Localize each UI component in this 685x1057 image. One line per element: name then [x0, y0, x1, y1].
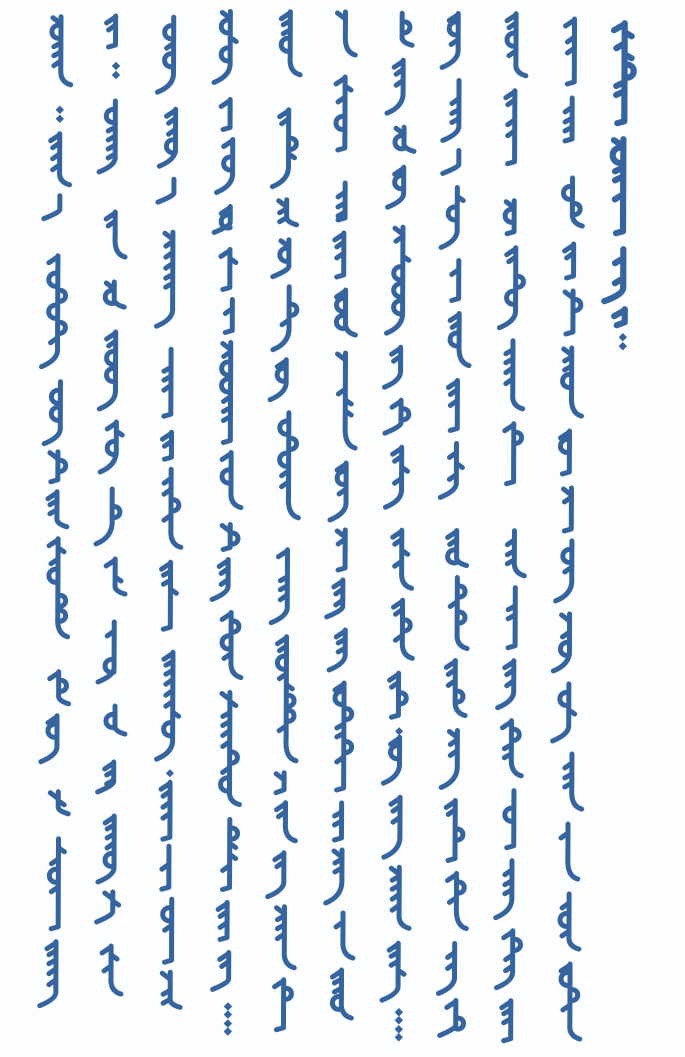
script-word — [604, 249, 623, 301]
script-word — [100, 422, 122, 472]
script-word — [44, 382, 60, 444]
script-word — [447, 873, 466, 928]
script-word — [273, 240, 289, 277]
punct-double-full-stop — [224, 1002, 233, 1035]
script-word — [329, 630, 345, 670]
script-word — [387, 60, 403, 113]
script-word — [561, 964, 580, 1039]
script-word — [225, 299, 232, 332]
script-word — [279, 200, 297, 225]
script-word — [385, 447, 407, 507]
punct-full-stop — [56, 106, 64, 123]
script-word — [218, 902, 227, 939]
script-word — [336, 77, 351, 150]
script-word — [614, 309, 625, 325]
punct-full-stop — [112, 62, 120, 79]
script-word — [383, 737, 399, 783]
script-word — [106, 16, 115, 47]
script-word — [332, 970, 351, 1018]
script-word — [105, 282, 124, 307]
script-word — [499, 248, 523, 328]
script-word — [212, 559, 228, 599]
script-word — [41, 716, 57, 762]
script-word — [217, 139, 233, 192]
script-word — [391, 867, 409, 928]
script-word — [441, 730, 457, 787]
script-word — [222, 524, 238, 549]
script-word — [41, 256, 65, 367]
script-word — [48, 492, 67, 527]
script-word — [162, 432, 171, 459]
script-word — [50, 672, 69, 704]
script-word — [395, 127, 414, 151]
script-word — [270, 360, 286, 400]
script-word — [161, 562, 176, 629]
script-word — [502, 721, 521, 776]
script-word — [565, 19, 574, 84]
script-word — [106, 706, 125, 734]
script-word — [277, 637, 297, 761]
script-word — [438, 943, 454, 993]
script-word — [402, 13, 412, 45]
script-word — [446, 800, 463, 860]
script-word — [393, 600, 412, 658]
script-word — [157, 652, 179, 759]
script-word — [442, 13, 458, 67]
script-word — [452, 260, 459, 300]
script-word — [565, 244, 574, 278]
script-word — [106, 212, 125, 257]
script-word — [164, 349, 171, 416]
script-word — [562, 348, 581, 416]
script-word — [337, 353, 355, 448]
script-word — [450, 313, 469, 365]
script-word — [335, 233, 344, 277]
script-word — [505, 424, 522, 484]
script-word — [612, 139, 623, 233]
script-word — [162, 846, 169, 889]
script-word — [99, 332, 115, 409]
script-word — [335, 683, 352, 790]
script-word — [162, 899, 171, 962]
script-word — [40, 942, 56, 1006]
script-word — [221, 99, 230, 129]
script-word — [276, 803, 295, 841]
punct-full-stop — [619, 333, 627, 350]
script-word — [330, 463, 346, 520]
script-word — [553, 684, 575, 741]
script-word — [102, 946, 121, 994]
script-word — [384, 797, 400, 857]
script-word — [440, 1000, 464, 1035]
script-word — [338, 183, 345, 220]
script-word — [440, 443, 462, 497]
script-word — [561, 824, 578, 879]
script-word — [98, 762, 114, 792]
punct-double-full-stop — [395, 1008, 404, 1041]
script-word — [44, 196, 60, 219]
script-word — [273, 287, 297, 350]
script-word — [52, 17, 71, 85]
script-word — [337, 530, 345, 570]
script-word — [382, 943, 404, 1000]
script-word — [99, 101, 115, 172]
script-word — [506, 341, 523, 409]
punct-comma — [166, 769, 174, 777]
script-word — [556, 541, 572, 601]
script-word — [505, 791, 514, 848]
script-word — [326, 850, 342, 903]
script-word — [214, 11, 236, 82]
script-word — [384, 347, 400, 387]
script-word — [106, 559, 125, 594]
script-word — [336, 290, 355, 335]
script-word — [448, 530, 467, 565]
script-word — [506, 91, 515, 164]
script-word — [388, 167, 404, 207]
script-word — [220, 692, 239, 804]
script-word — [560, 431, 569, 474]
script-word — [385, 400, 409, 433]
script-word — [222, 612, 241, 677]
script-word — [443, 150, 459, 173]
script-word — [498, 661, 514, 708]
script-word — [337, 12, 355, 55]
script-word — [502, 1001, 511, 1041]
script-word — [213, 952, 229, 989]
script-word — [272, 110, 296, 187]
script-word — [268, 853, 284, 897]
script-word — [222, 452, 241, 507]
script-word — [334, 803, 341, 840]
script-word — [214, 206, 230, 232]
script-word — [507, 14, 526, 76]
script-word — [223, 819, 238, 889]
script-word — [446, 660, 465, 715]
script-word — [505, 201, 514, 234]
script-word — [560, 894, 579, 949]
script-word — [448, 380, 457, 430]
script-word — [221, 249, 236, 289]
script-word — [164, 469, 181, 547]
script-word — [274, 980, 291, 1030]
script-word — [279, 413, 298, 518]
script-word — [276, 907, 294, 968]
script-word — [161, 782, 170, 839]
script-word — [565, 754, 582, 809]
script-word — [98, 816, 114, 882]
script-word — [98, 622, 114, 682]
script-word — [157, 232, 173, 326]
script-word — [387, 227, 409, 333]
script-word — [221, 342, 230, 442]
script-word — [96, 489, 120, 544]
script-word — [276, 773, 284, 793]
script-word — [327, 580, 343, 617]
script-word — [50, 452, 66, 482]
script-word — [336, 913, 353, 958]
script-word — [565, 98, 572, 141]
script-word — [443, 80, 459, 140]
script-word — [49, 839, 64, 929]
script-word — [614, 23, 634, 123]
script-word — [393, 530, 412, 588]
punct-comma — [395, 727, 403, 735]
script-word — [159, 109, 175, 166]
script-word — [450, 577, 467, 648]
script-word — [50, 792, 68, 814]
script-word — [563, 488, 571, 531]
script-word — [553, 614, 569, 671]
script-word — [157, 17, 173, 92]
script-word — [281, 12, 300, 75]
script-word — [496, 861, 512, 918]
script-word — [51, 134, 70, 185]
script-word — [97, 892, 119, 922]
script-word — [389, 673, 406, 717]
script-word — [563, 178, 582, 226]
script-word — [565, 291, 581, 334]
script-word — [158, 179, 174, 202]
script-word — [441, 187, 463, 247]
script-word — [271, 550, 287, 623]
script-word — [507, 531, 524, 576]
script-word — [497, 931, 521, 988]
script-word — [49, 539, 68, 637]
script-word — [508, 588, 515, 648]
script-word — [162, 972, 180, 1007]
